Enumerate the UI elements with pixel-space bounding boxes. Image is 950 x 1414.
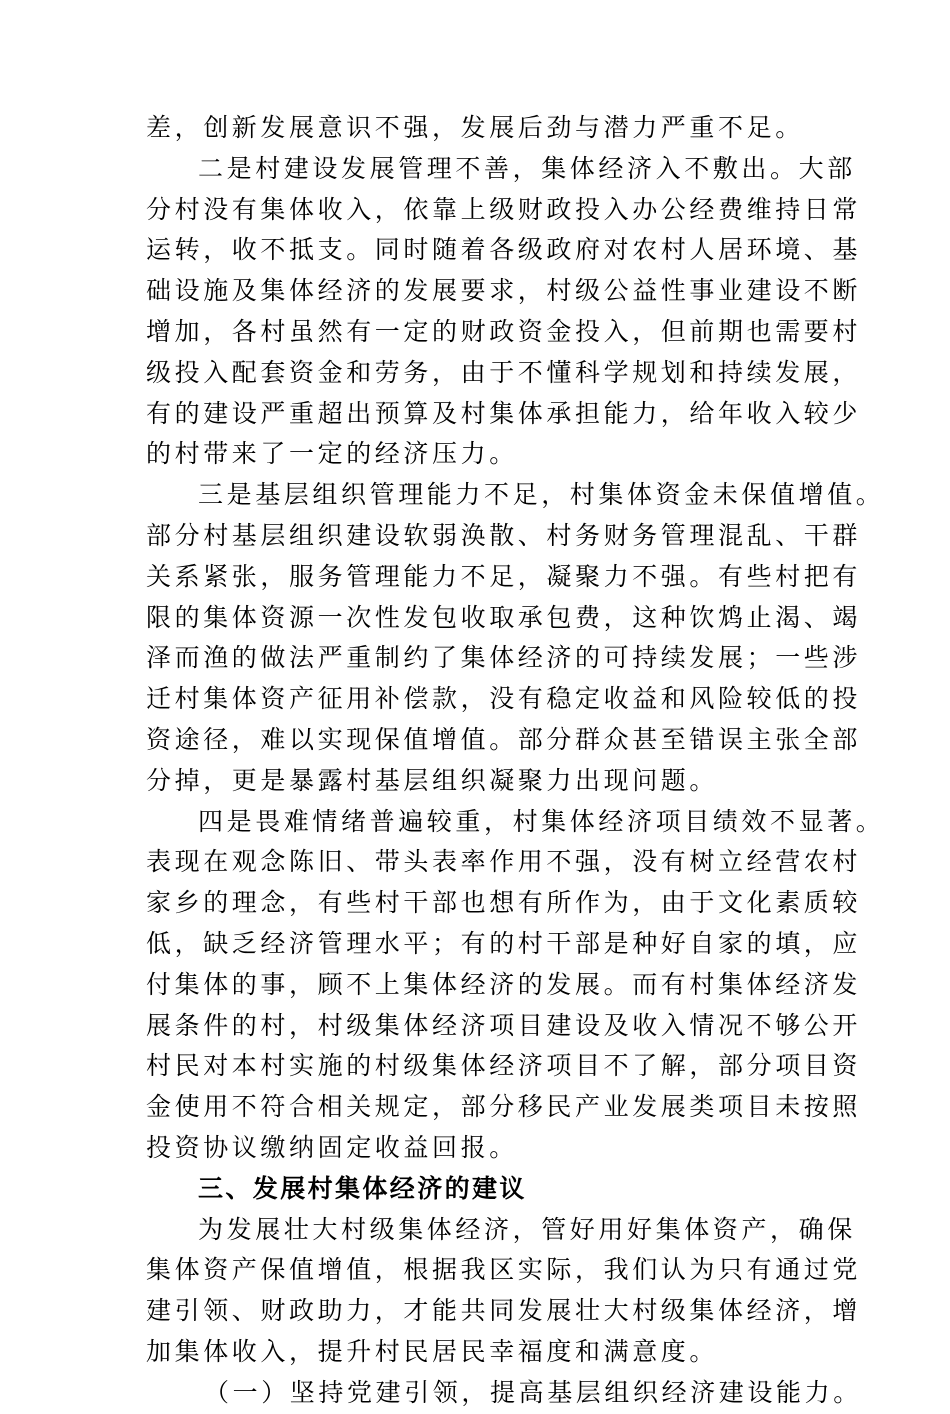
text-line: 村民对本村实施的村级集体经济项目不了解，部分项目资 — [146, 1051, 862, 1081]
text-line: 分村没有集体收入，依靠上级财政投入办公经费维持日常 — [146, 194, 862, 224]
text-line: 级投入配套资金和劳务，由于不懂科学规划和持续发展， — [146, 357, 862, 387]
section-heading: 三、发展村集体经济的建议 — [198, 1173, 527, 1203]
text-line: 限的集体资源一次性发包收取承包费，这种饮鸩止渴、竭 — [146, 602, 862, 632]
paragraph-start-line: 四是畏难情绪普遍较重，村集体经济项目绩效不显著。 — [198, 806, 885, 836]
text-line: 资途径，难以实现保值增值。部分群众甚至错误主张全部 — [146, 724, 862, 754]
document-body — [146, 108, 885, 1414]
text-line: 运转，收不抵支。同时随着各级政府对农村人居环境、基 — [146, 235, 862, 265]
text-line: 低，缺乏经济管理水平；有的村干部是种好自家的填，应 — [146, 928, 862, 958]
text-line: 增加，各村虽然有一定的财政资金投入，但前期也需要村 — [146, 316, 862, 346]
paragraph-start-line: 二是村建设发展管理不善，集体经济入不敷出。大部 — [198, 153, 856, 183]
text-line: 有的建设严重超出预算及村集体承担能力，给年收入较少 — [146, 398, 862, 428]
text-line: 付集体的事，顾不上集体经济的发展。而有村集体经济发 — [146, 969, 862, 999]
subsection-heading: （一）坚持党建引领，提高基层组织经济建设能力。 — [204, 1377, 862, 1407]
text-line: 加集体收入，提升村民居民幸福度和满意度。 — [146, 1336, 719, 1366]
text-line: 差，创新发展意识不强，发展后劲与潜力严重不足。 — [146, 113, 804, 142]
text-line: 投资协议缴纳固定收益回报。 — [146, 1132, 518, 1162]
text-line: 分掉，更是暴露村基层组织凝聚力出现问题。 — [146, 765, 719, 795]
text-line: 集体资产保值增值，根据我区实际，我们认为只有通过党 — [146, 1255, 862, 1285]
text-line: 展条件的村，村级集体经济项目建设及收入情况不够公开 — [146, 1010, 862, 1040]
text-line: 的村带来了一定的经济压力。 — [146, 439, 518, 469]
text-line: 部分村基层组织建设软弱涣散、村务财务管理混乱、干群 — [146, 520, 862, 550]
text-line: 建引领、财政助力，才能共同发展壮大村级集体经济，增 — [146, 1296, 862, 1326]
text-line: 础设施及集体经济的发展要求，村级公益性事业建设不断 — [146, 276, 862, 306]
text-line: 家乡的理念，有些村干部也想有所作为，由于文化素质较 — [146, 888, 862, 918]
paragraph-start-line: 为发展壮大村级集体经济，管好用好集体资产，确保 — [198, 1214, 856, 1244]
paragraph-start-line: 三是基层组织管理能力不足，村集体资金未保值增值。 — [198, 480, 885, 510]
text-line: 金使用不符合相关规定，部分移民产业发展类项目未按照 — [146, 1092, 862, 1122]
text-line: 迁村集体资产征用补偿款，没有稳定收益和风险较低的投 — [146, 684, 862, 714]
text-line: 表现在观念陈旧、带头表率作用不强，没有树立经营农村 — [146, 847, 862, 877]
text-line: 关系紧张，服务管理能力不足，凝聚力不强。有些村把有 — [146, 561, 862, 591]
text-line: 泽而渔的做法严重制约了集体经济的可持续发展；一些涉 — [146, 643, 862, 673]
